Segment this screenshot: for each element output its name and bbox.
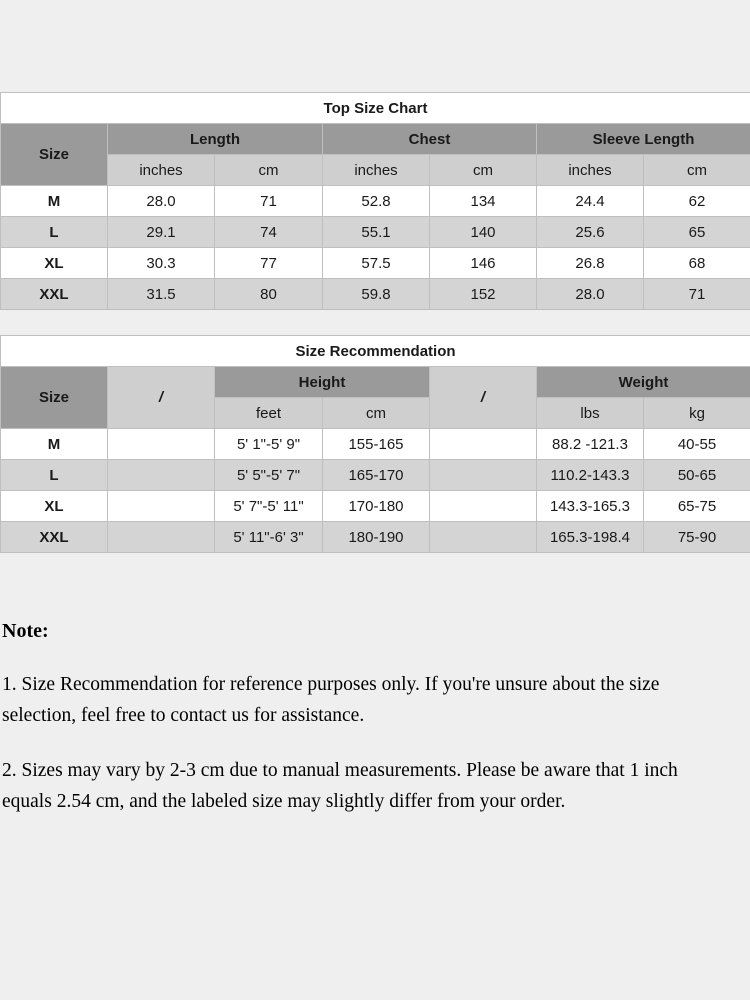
note-item-2: 2. Sizes may vary by 2-3 cm due to manual measurements. Please be aware that 1 inch equals 2.54 cm, and the labeled size may slightly differ from your order.: [2, 760, 678, 812]
cell-sleeve-inches: 25.6: [537, 217, 644, 248]
cell-height-cm: 165-170: [323, 460, 430, 491]
cell-weight-kg: 65-75: [644, 491, 750, 522]
header-size: Size: [1, 367, 108, 429]
cell-chest-cm: 146: [430, 248, 537, 279]
cell-sleeve-inches: 28.0: [537, 279, 644, 310]
row-size-label: L: [1, 217, 108, 248]
header-slash-left: /: [108, 367, 215, 429]
top-size-chart-block: [0, 92, 750, 310]
subheader-weight-lbs: lbs: [537, 398, 644, 429]
cell-spacer-right: [430, 460, 537, 491]
cell-spacer-left: [108, 460, 215, 491]
header-size: Size: [1, 124, 108, 186]
cell-length-inches: 30.3: [108, 248, 215, 279]
cell-sleeve-cm: 65: [644, 217, 750, 248]
cell-sleeve-cm: 68: [644, 248, 750, 279]
cell-weight-kg: 50-65: [644, 460, 750, 491]
cell-spacer-left: [108, 429, 215, 460]
cell-weight-kg: 75-90: [644, 522, 750, 553]
row-size-label: XL: [1, 248, 108, 279]
cell-length-inches: 31.5: [108, 279, 215, 310]
cell-sleeve-cm: 71: [644, 279, 750, 310]
cell-chest-inches: 52.8: [323, 186, 430, 217]
cell-spacer-right: [430, 491, 537, 522]
table-header-row: [1, 367, 750, 398]
cell-weight-lbs: 165.3-198.4: [537, 522, 644, 553]
subheader-length-cm: cm: [215, 155, 323, 186]
cell-spacer-left: [108, 491, 215, 522]
cell-spacer-left: [108, 522, 215, 553]
cell-weight-kg: 40-55: [644, 429, 750, 460]
cell-sleeve-inches: 24.4: [537, 186, 644, 217]
subheader-sleeve-cm: cm: [644, 155, 750, 186]
cell-chest-inches: 55.1: [323, 217, 430, 248]
header-chest: Chest: [323, 124, 537, 155]
top-chart-title: Top Size Chart: [1, 93, 750, 124]
table-header-row: [1, 124, 750, 155]
cell-length-cm: 74: [215, 217, 323, 248]
cell-chest-cm: 134: [430, 186, 537, 217]
row-size-label: XL: [1, 491, 108, 522]
table-row: [1, 522, 750, 553]
cell-chest-inches: 57.5: [323, 248, 430, 279]
row-size-label: XXL: [1, 522, 108, 553]
cell-spacer-right: [430, 429, 537, 460]
table-subheader-row: [1, 155, 750, 186]
subheader-height-cm: cm: [323, 398, 430, 429]
row-size-label: L: [1, 460, 108, 491]
header-weight: Weight: [537, 367, 750, 398]
notes-title: Note:: [2, 620, 49, 642]
cell-sleeve-cm: 62: [644, 186, 750, 217]
row-size-label: M: [1, 186, 108, 217]
subheader-height-feet: feet: [215, 398, 323, 429]
subheader-chest-inches: inches: [323, 155, 430, 186]
table-row: [1, 491, 750, 522]
row-size-label: M: [1, 429, 108, 460]
note-item-1: 1. Size Recommendation for reference purposes only. If you're unsure about the size selection, feel free to contact us for assistance.: [2, 674, 660, 726]
cell-length-inches: 29.1: [108, 217, 215, 248]
cell-length-cm: 77: [215, 248, 323, 279]
header-sleeve-length: Sleeve Length: [537, 124, 750, 155]
table-row: [1, 217, 750, 248]
header-length: Length: [108, 124, 323, 155]
cell-chest-cm: 152: [430, 279, 537, 310]
cell-length-cm: 80: [215, 279, 323, 310]
cell-sleeve-inches: 26.8: [537, 248, 644, 279]
size-recommendation-table: [0, 335, 750, 553]
cell-height-feet: 5' 5"-5' 7": [215, 460, 323, 491]
cell-height-cm: 170-180: [323, 491, 430, 522]
table-row: [1, 279, 750, 310]
cell-length-cm: 71: [215, 186, 323, 217]
cell-spacer-right: [430, 522, 537, 553]
top-size-chart-table: [0, 92, 750, 310]
cell-chest-cm: 140: [430, 217, 537, 248]
cell-length-inches: 28.0: [108, 186, 215, 217]
cell-weight-lbs: 143.3-165.3: [537, 491, 644, 522]
cell-height-feet: 5' 11"-6' 3": [215, 522, 323, 553]
table-row: [1, 460, 750, 491]
subheader-weight-kg: kg: [644, 398, 750, 429]
subheader-sleeve-inches: inches: [537, 155, 644, 186]
notes-section: [0, 620, 750, 841]
cell-height-cm: 180-190: [323, 522, 430, 553]
recommendation-chart-title: Size Recommendation: [1, 336, 750, 367]
row-size-label: XXL: [1, 279, 108, 310]
cell-height-cm: 155-165: [323, 429, 430, 460]
cell-weight-lbs: 110.2-143.3: [537, 460, 644, 491]
size-recommendation-block: [0, 335, 750, 553]
header-slash-right: /: [430, 367, 537, 429]
table-row: [1, 429, 750, 460]
cell-height-feet: 5' 1"-5' 9": [215, 429, 323, 460]
subheader-chest-cm: cm: [430, 155, 537, 186]
table-title-row: [1, 93, 750, 124]
subheader-length-inches: inches: [108, 155, 215, 186]
cell-weight-lbs: 88.2 -121.3: [537, 429, 644, 460]
table-row: [1, 186, 750, 217]
cell-chest-inches: 59.8: [323, 279, 430, 310]
table-title-row: [1, 336, 750, 367]
cell-height-feet: 5' 7"-5' 11": [215, 491, 323, 522]
table-row: [1, 248, 750, 279]
header-height: Height: [215, 367, 430, 398]
